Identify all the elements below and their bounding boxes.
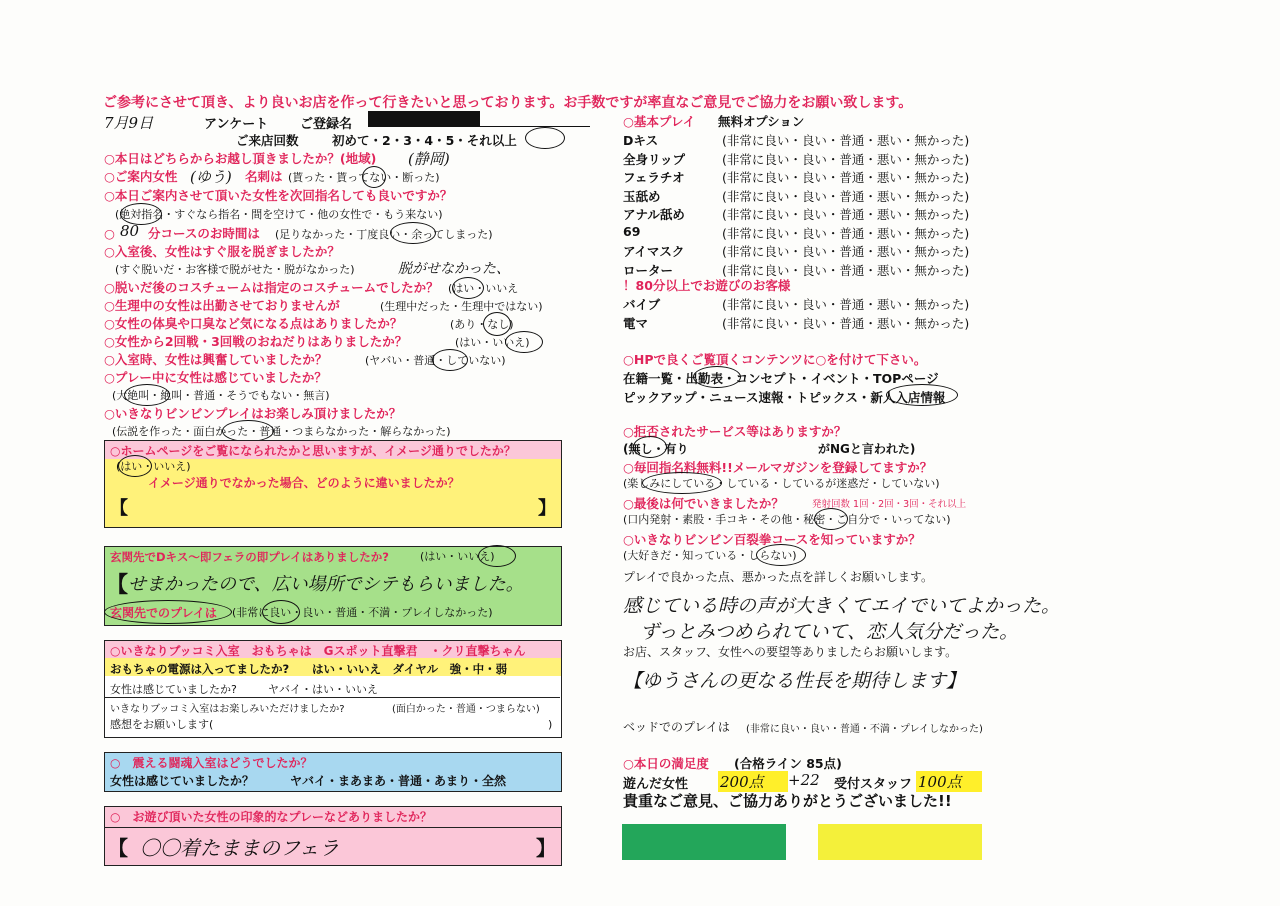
answer-circle [390, 222, 436, 244]
toy-power-label: おもちゃの電源は入ってましたか? [110, 662, 290, 676]
answer-circle [756, 544, 806, 566]
q-refuse: ○拒否されたサービス等はありますか？ [623, 424, 847, 439]
girl-label: 遊んだ女性 [623, 777, 689, 792]
green-block [622, 824, 786, 860]
intro-text: ご参考にさせて頂き、より良いお店を作って行きたいと思っております。お手数ですが率直なご意見でご協力をお願い致します。 [103, 95, 913, 111]
satisfaction-line: (合格ライン 85点) [734, 756, 842, 771]
survey-date: 7月9日 [104, 114, 154, 132]
q-card: 名刺は [245, 169, 283, 184]
opts-genkan-play: (非常に良い・良い・普通・不満・プレイしなかった) [232, 606, 493, 619]
play-item-scale: (非常に良い・良い・普通・悪い・無かった) [722, 207, 970, 222]
play-item-label: ローター [623, 262, 674, 278]
play-item-label: フェラチオ [623, 170, 685, 185]
hp-contents-line2: ピックアップ・ニュース速報・トピックス・新人入店情報 [623, 390, 946, 405]
answer-circle [642, 472, 722, 494]
opts-period: (生理中だった・生理中ではない) [380, 300, 543, 313]
refuse-tail: がNGと言われた) [818, 442, 916, 456]
request-prompt: お店、スタッフ、女性への要望等ありましたらお願いします。 [623, 645, 958, 659]
opts-costume: (はい・いいえ [448, 282, 519, 295]
opts-card: (貰った・貰ってない・断った) [288, 171, 440, 184]
bed-label: ベッドでのプレイは [623, 720, 730, 734]
opts-toy-enjoy: (面白かった・普通・つまらない) [392, 704, 540, 715]
opts-binbin: (伝説を作った・面白かった・普通・つまらなかった・解らなかった) [112, 425, 451, 438]
a-origin: (静岡) [408, 150, 450, 168]
opts-fist: (大好きだ・知っている・しらない) [623, 549, 797, 562]
opts-refuse: (無し・有り [623, 442, 689, 456]
a-guide-girl: (ゆう) [190, 168, 232, 186]
staff-score: 100点 [916, 771, 982, 792]
bracket-close: 】 [538, 498, 556, 519]
answer-circle [262, 600, 300, 624]
opts-renominate: (絶対指名・すぐなら指名・間を空けて・他の女性で・もう来ない) [115, 208, 443, 221]
visits-label: ご来店回数 [236, 133, 299, 148]
q-genkan: 玄関先でDキス～即フェラの即プレイはありましたか? [110, 550, 389, 564]
opts-bed: (非常に良い・良い・普通・不満・プレイしなかった) [746, 724, 983, 735]
play-item-label: Dキス [623, 133, 659, 148]
play-item-scale: (非常に良い・良い・普通・悪い・無かった) [722, 297, 970, 312]
toy-enjoy-label: いきなりブッコミ入室はお楽しみいただけましたか? [110, 704, 345, 715]
q-course-prefix: ○ [104, 226, 115, 241]
opts-finish: (口内発射・素股・手コキ・その他・秘密・ご自分で・いってない) [623, 513, 951, 526]
play-item-label: 電マ [623, 315, 649, 331]
opts-undress: (すぐ脱いだ・お客様で脱がせた・脱がなかった) [115, 263, 355, 276]
a-course-minutes: 80 [120, 222, 140, 240]
play-item-label: アナル舐め [623, 207, 685, 222]
register-label: ご登録名 [300, 117, 353, 132]
answer-circle [693, 366, 741, 388]
q-fist: ○いきなりビンビン百裂拳コースを知っていますか？ [623, 532, 921, 547]
q-rounds: ○女性から2回戦・3回戦のおねだりはありましたか？ [104, 334, 408, 349]
q-period: ○生理中の女性は出勤させておりませんが [104, 298, 340, 313]
opts-rounds: (はい・いいえ) [455, 336, 530, 349]
q-furueru: ○ 震える闘魂入室はどうでしたか？ [110, 756, 313, 770]
q-impression: ○ お遊び頂いた女性の印象的なプレーなどありましたか？ [110, 810, 432, 824]
answer-circle [118, 455, 152, 477]
bracket-open: 【 [110, 498, 128, 519]
q-satisfaction: ○本日の満足度 [623, 756, 709, 771]
play-item-scale: (非常に良い・良い・普通・悪い・無かった) [722, 151, 970, 167]
q-course: 分コースのお時間は [148, 226, 260, 241]
q-guide-girl: ○ご案内女性 [104, 169, 178, 184]
q-odor: ○女性の体臭や口臭など気になる点はありましたか？ [104, 316, 403, 331]
register-field [480, 112, 590, 127]
play-item-label: 69 [623, 223, 641, 239]
answer-circle [483, 312, 511, 336]
answer-circle [104, 600, 232, 624]
bracket-close: 】 [536, 836, 556, 860]
genkan-play-label: 玄関先でのプレイは [110, 606, 217, 620]
play-item-scale: (非常に良い・良い・普通・悪い・無かった) [722, 315, 970, 331]
request-answer: 【ゆうさんの更なる性長を期待します】 [623, 670, 966, 692]
opts-toy-power: はい・いいえ ダイヤル 強・中・弱 [312, 662, 508, 676]
good-bad-prompt: プレイで良かった点、悪かった点を詳しくお願いします。 [623, 570, 933, 584]
over80-title: ！80分以上でお遊びのお客様 [623, 278, 791, 293]
yellow-block [818, 824, 982, 860]
opts-homepage: (はい・いいえ) [116, 460, 191, 473]
redacted-name [368, 111, 480, 127]
q-homepage: ○ホームページをご覧になられたかと思いますが、イメージ通りでしたか？ [110, 444, 516, 458]
q-toy: ○いきなりブッコミ入室 おもちゃは Gスポット直撃君 ・クリ直撃ちゃん [110, 644, 526, 658]
opts-odor: (あり・なし) [450, 318, 514, 331]
girl-extra: +22 [788, 771, 820, 789]
girl-score: 200点 [718, 771, 788, 792]
opts-genkan: (はい・いいえ) [420, 550, 495, 563]
opts-furueru: ヤバイ・まあまあ・普通・あまり・全然 [290, 774, 507, 788]
play-item-label: 全身リップ [623, 151, 686, 167]
toy-comment-close: ) [548, 718, 553, 731]
basic-free-label: 無料オプション [718, 114, 805, 129]
play-item-label: 玉舐め [623, 188, 661, 204]
q-feel: ○プレー中に女性は感じていましたか？ [104, 370, 327, 385]
answer-circle [432, 349, 468, 371]
q-finish: ○最後は何でいきましたか？ [623, 496, 784, 511]
opts-mailmag: (楽しみにしている・している・しているが迷惑だ・していない) [623, 477, 940, 490]
q-origin: ○本日はどちらからお越し頂きましたか？(地域) [104, 151, 377, 166]
q-excited: ○入室時、女性は興奮していましたか？ [104, 352, 328, 367]
answer-circle [505, 331, 543, 353]
answer-circle [452, 277, 484, 299]
play-item-scale: (非常に良い・良い・普通・悪い・無かった) [722, 244, 970, 259]
play-item-label: アイマスク [623, 244, 685, 259]
answer-circle [124, 384, 170, 406]
opts-toy-feel: ヤバイ・はい・いいえ [268, 683, 378, 696]
hp-contents-line1: 在籍一覧・出勤表・コンセプト・イベント・TOPページ [623, 371, 939, 386]
answer-circle [886, 384, 958, 406]
finish-count: 発射回数 1回・2回・3回・それ以上 [812, 499, 967, 510]
comment-line-1: 感じている時の声が大きくてエイでいてよかった。 [623, 595, 1061, 617]
q-renominate: ○本日ご案内させて頂いた女性を次回指名しても良いですか？ [104, 188, 453, 203]
opts-excited: (ヤバい・普通・していない) [365, 354, 506, 367]
answer-circle [362, 166, 386, 188]
a-impression: 〇〇着たままのフェラ [140, 836, 339, 860]
play-item-scale: (非常に良い・良い・普通・悪い・無かった) [722, 262, 970, 278]
a-undress-note: 脱がせなかった、 [398, 261, 510, 277]
q-mailmag: ○毎回指名料無料!!メールマガジンを登録してますか？ [623, 460, 933, 475]
play-item-scale: (非常に良い・良い・普通・悪い・無かった) [722, 133, 970, 148]
play-item-scale: (非常に良い・良い・普通・悪い・無かった) [722, 188, 970, 204]
staff-label: 受付スタッフ [834, 777, 913, 792]
answer-circle [222, 420, 274, 442]
visits-options: 初めて・2・3・4・5・それ以上 [332, 133, 517, 148]
q-costume: ○脱いだ後のコスチュームは指定のコスチュームでしたか？ [104, 280, 439, 295]
a-genkan: せまかったので、広い場所でシテもらいました。 [128, 574, 524, 595]
comment-line-2: ずっとみつめられていて、恋人気分だった。 [640, 621, 1019, 643]
bracket-open: 【 [106, 573, 129, 598]
answer-circle [525, 127, 565, 149]
basic-title: ○基本プレイ [623, 114, 696, 129]
opts-course: (足りなかった・丁度良い・余ってしまった) [275, 228, 493, 241]
thanks-text: 貴重なご意見、ご協力ありがとうございました!! [623, 792, 952, 810]
answer-circle [814, 508, 848, 530]
toy-comment-label: 感想をお願いします( [110, 718, 214, 731]
bracket-open: 【 [108, 836, 128, 860]
toy-feel-label: 女性は感じていましたか? [110, 683, 237, 696]
play-item-scale: (非常に良い・良い・普通・悪い・無かった) [722, 225, 970, 241]
furueru-sub: 女性は感じていましたか？ [110, 774, 255, 788]
divider [104, 697, 560, 698]
opts-feel: (大絶叫・絶叫・普通・そうでもない・無言) [112, 389, 330, 402]
survey-title: アンケート [204, 117, 269, 132]
q-binbin: ○いきなりビンビンプレイはお楽しみ頂けましたか？ [104, 406, 402, 421]
play-item-label: バイブ [623, 297, 661, 312]
q-undress: ○入室後、女性はすぐ服を脱ぎましたか？ [104, 244, 340, 259]
q-homepage-diff: イメージ通りでなかった場合、どのように違いましたか？ [148, 476, 460, 490]
answer-circle [478, 545, 516, 567]
answer-circle [633, 436, 667, 458]
hp-contents-title: ○HPで良くご覧頂くコンテンツに○を付けて下さい。 [623, 352, 927, 367]
play-item-scale: (非常に良い・良い・普通・悪い・無かった) [722, 170, 970, 185]
